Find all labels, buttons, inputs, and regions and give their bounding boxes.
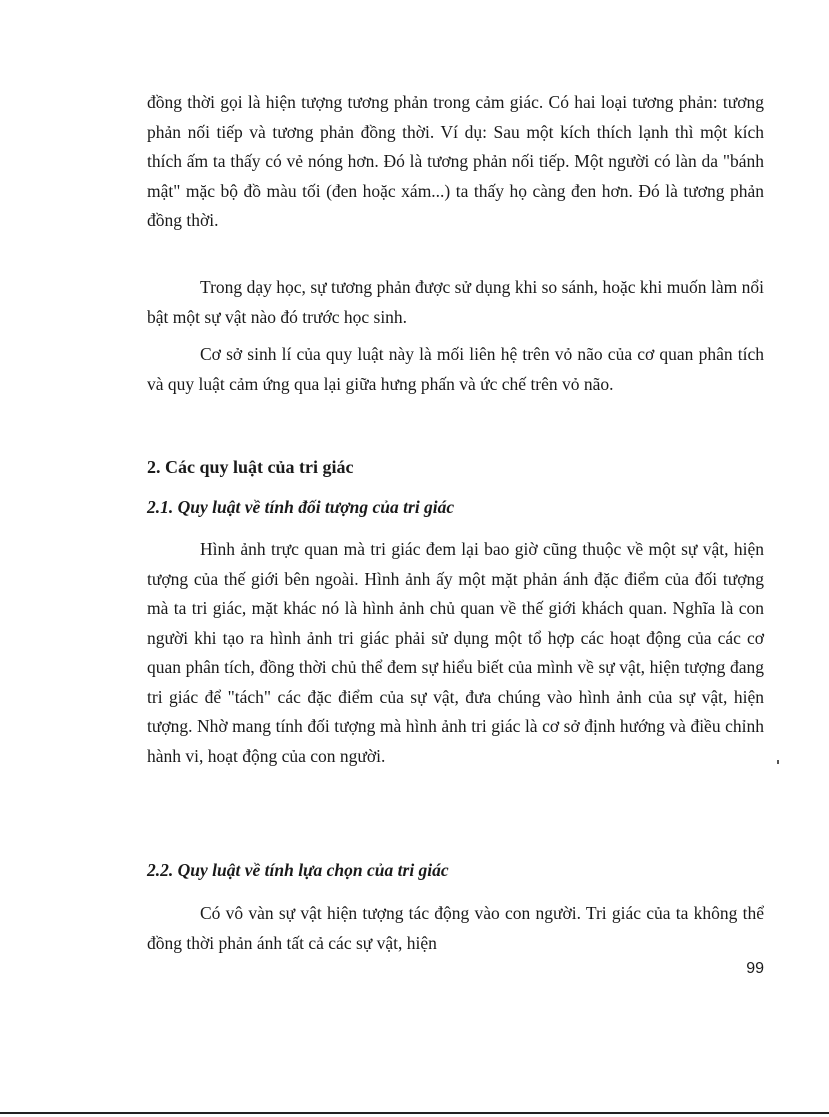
paragraph-text: Hình ảnh trực quan mà tri giác đem lại bao giờ cũng thuộc về một sự vật, hiện tượng của thế giới bên ngoài. Hình ảnh ấy một mặt phản ánh đặc điểm của đối tượng mà ta tri giác, mặt khác nó là hình ảnh chủ quan về thế giới khách quan. Nghĩa là con người khi tạo ra hình ảnh tri giác phải sử dụng một tổ hợp các hoạt động của các cơ quan phân tích, đồng thời chủ thể đem sự hiểu biết của mình về sự vật, hiện tượng đang tri giác để "tách" các đặc điểm của sự vật, đưa chúng vào hình ảnh của sự vật, hiện tượng. Nhờ mang tính đối tượng mà hình ảnh tri giác là cơ sở định hướng và điều chỉnh hành vi, hoạt động của con người. bbox=[147, 539, 764, 766]
paragraph-selectivity bbox=[147, 899, 764, 958]
heading-objectivity-law: 2.1. Quy luật về tính đối tượng của tri giác bbox=[147, 497, 455, 517]
heading-perception-laws: 2. Các quy luật của tri giác bbox=[147, 457, 354, 477]
subsection-heading bbox=[147, 493, 764, 521]
paragraph-physiology bbox=[147, 340, 764, 399]
subsection-heading bbox=[147, 856, 764, 884]
page-number: 99 bbox=[746, 960, 764, 977]
scan-speck bbox=[777, 760, 779, 764]
paragraph-text: Có vô vàn sự vật hiện tượng tác động vào con người. Tri giác của ta không thể đồng thời phản ánh tất cả các sự vật, hiện bbox=[147, 903, 764, 953]
paragraph-text: Trong dạy học, sự tương phản được sử dụng khi so sánh, hoặc khi muốn làm nổi bật một sự vật nào đó trước học sinh. bbox=[147, 277, 764, 327]
paragraph-text: đồng thời gọi là hiện tượng tương phản trong cảm giác. Có hai loại tương phản: tương phản nối tiếp và tương phản đồng thời. Ví dụ: Sau một kích thích lạnh thì một kích thích ấm ta thấy có vẻ nóng hơn. Đó là tương phản nối tiếp. Một người có làn da "bánh mật" mặc bộ đồ màu tối (đen hoặc xám...) ta thấy họ càng đen hơn. Đó là tương phản đồng thời. bbox=[147, 92, 764, 230]
paragraph-text: Cơ sở sinh lí của quy luật này là mối liên hệ trên vỏ não của cơ quan phân tích và quy luật cảm ứng qua lại giữa hưng phấn và ức chế trên vỏ não. bbox=[147, 344, 764, 394]
paragraph-contrast bbox=[147, 88, 764, 236]
heading-selectivity-law: 2.2. Quy luật về tính lựa chọn của tri giác bbox=[147, 860, 449, 880]
paragraph-teaching bbox=[147, 273, 764, 332]
section-heading bbox=[147, 453, 764, 481]
paragraph-objectivity bbox=[147, 535, 764, 771]
scan-bottom-edge bbox=[0, 1112, 829, 1114]
